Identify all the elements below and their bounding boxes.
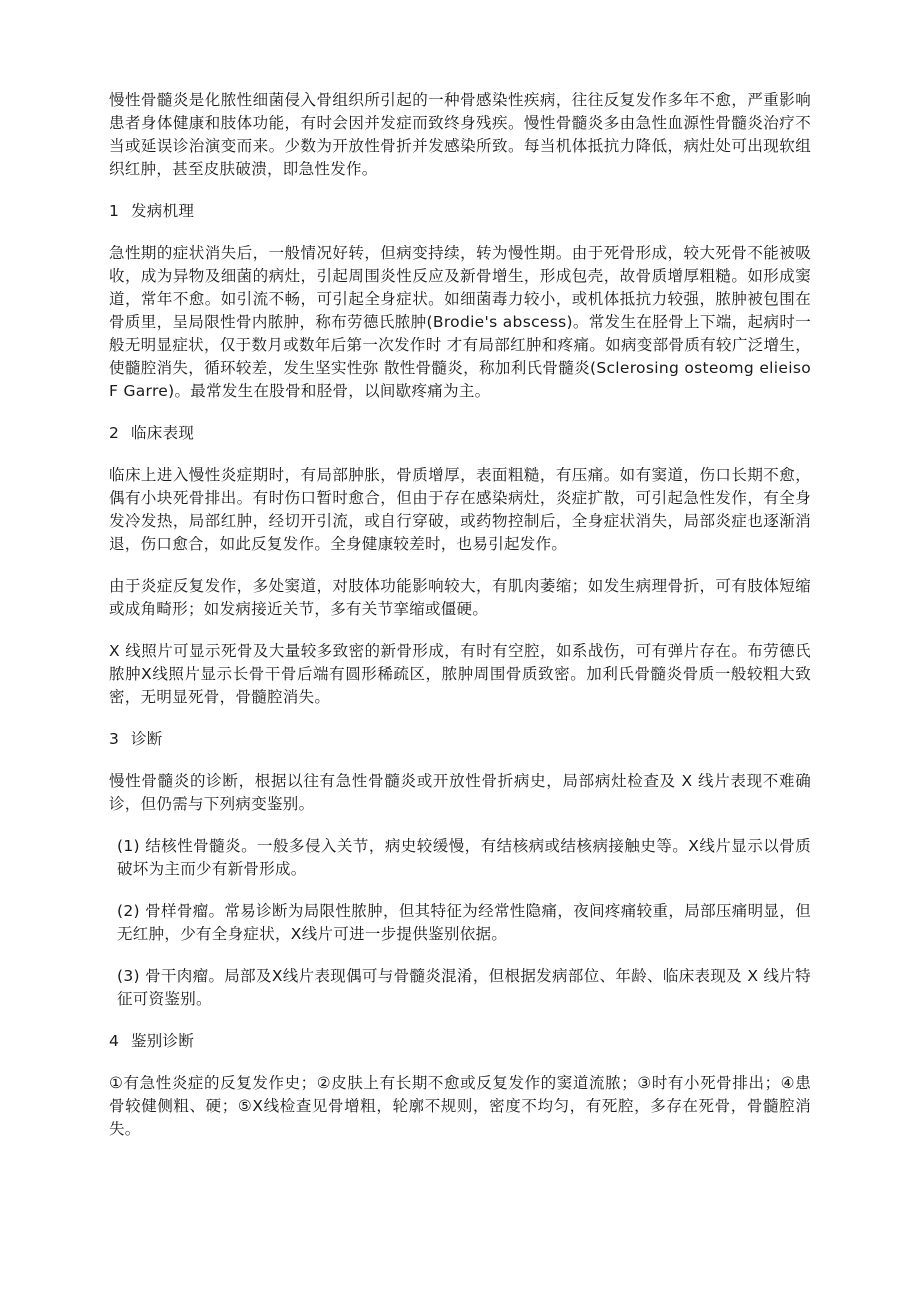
list-item: (1) 结核性骨髓炎。一般多侵入关节，病史较缓慢，有结核病或结核病接触史等。X线片显示以骨质破坏为主而少有新骨形成。 [117, 837, 811, 878]
section-paragraph: ①有急性炎症的反复发作史；②皮肤上有长期不愈或反复发作的窦道流脓；③时有小死骨排出；④患骨较健侧粗、硬；⑤X线检查见骨增粗，轮廓不规则，密度不均匀，有死腔，多存在死骨，骨髓腔消失。 [109, 1074, 811, 1138]
section-paragraph: 临床上进入慢性炎症期时，有局部肿胀，骨质增厚，表面粗糙，有压痛。如有窦道，伤口长期不愈，偶有小块死骨排出。有时伤口暂时愈合，但由于存在感染病灶，炎症扩散，可引起急性发作，有全身发冷发热，局部红肿，经切开引流，或自行穿破，或药物控制后，全身症状消失，局部炎症也逐渐消退，伤口愈合，如此反复发作。全身健康较差时，也易引起发作。 [109, 466, 811, 553]
section-paragraph: X 线照片可显示死骨及大量较多致密的新骨形成，有时有空腔，如系战伤，可有弹片存在。布劳德氏脓肿X线照片显示长骨干骨后端有圆形稀疏区，脓肿周围骨质致密。加利氏骨髓炎骨质一般较粗大致密，无明显死骨，骨髓腔消失。 [109, 642, 811, 706]
list-item: (3) 骨干肉瘤。局部及X线片表现偶可与骨髓炎混淆，但根据发病部位、年龄、临床表现及 X 线片特征可资鉴别。 [117, 967, 811, 1008]
section-heading [109, 422, 811, 445]
section-heading [109, 728, 811, 751]
list-item: (2) 骨样骨瘤。常易诊断为局限性脓肿，但其特征为经常性隐痛，夜间疼痛较重，局部压痛明显，但无红肿，少有全身症状，X线片可进一步提供鉴别依据。 [117, 902, 811, 943]
section-number: 2 [109, 424, 120, 442]
section-title: 发病机理 [131, 202, 195, 220]
section-diagnosis [109, 728, 811, 1011]
section-number: 3 [109, 730, 120, 748]
section-heading [109, 200, 811, 223]
section-number: 1 [109, 202, 120, 220]
section-pathogenesis [109, 200, 811, 403]
section-clinical-manifestation [109, 422, 811, 709]
section-title: 鉴别诊断 [131, 1032, 195, 1050]
section-number: 4 [109, 1032, 120, 1050]
section-heading [109, 1030, 811, 1053]
section-differential-diagnosis [109, 1030, 811, 1141]
document-page [109, 89, 811, 1160]
section-title: 诊断 [131, 730, 163, 748]
intro-paragraph: 慢性骨髓炎是化脓性细菌侵入骨组织所引起的一种骨感染性疾病，往往反复发作多年不愈，严重影响患者身体健康和肢体功能，有时会因并发症而致终身残疾。慢性骨髓炎多由急性血源性骨髓炎治疗不当或延误诊治演变而来。少数为开放性骨折并发感染所致。每当机体抵抗力降低，病灶处可出现软组织红肿，甚至皮肤破溃，即急性发作。 [109, 91, 811, 178]
section-paragraph: 急性期的症状消失后，一般情况好转，但病变持续，转为慢性期。由于死骨形成，较大死骨不能被吸收，成为异物及细菌的病灶，引起周围炎性反应及新骨增生，形成包壳，故骨质增厚粗糙。如形成窦道，常年不愈。如引流不畅，可引起全身症状。如细菌毒力较小，或机体抵抗力较强，脓肿被包围在骨质里，呈局限性骨内脓肿，称布劳德氏脓肿(Brodie's abscess)。常发生在胫骨上下端，起病时一般无明显症状，仅于数月或数年后第一次发作时 才有局部红肿和疼痛。如病变部骨质有较广泛增生，使髓腔消失，循环较差，发生坚实性弥 散性骨髓炎，称加利氏骨髓炎(Sclerosing osteomg elieisoF Garre)。最常发生在股骨和胫骨，以间歇疼痛为主。 [109, 244, 811, 400]
section-paragraph: 由于炎症反复发作，多处窦道，对肢体功能影响较大，有肌肉萎缩；如发生病理骨折，可有肢体短缩或成角畸形；如发病接近关节，多有关节挛缩或僵硬。 [109, 577, 811, 618]
section-paragraph: 慢性骨髓炎的诊断，根据以往有急性骨髓炎或开放性骨折病史，局部病灶检查及 X 线片表现不难确诊，但仍需与下列病变鉴别。 [109, 772, 811, 813]
section-title: 临床表现 [131, 424, 195, 442]
